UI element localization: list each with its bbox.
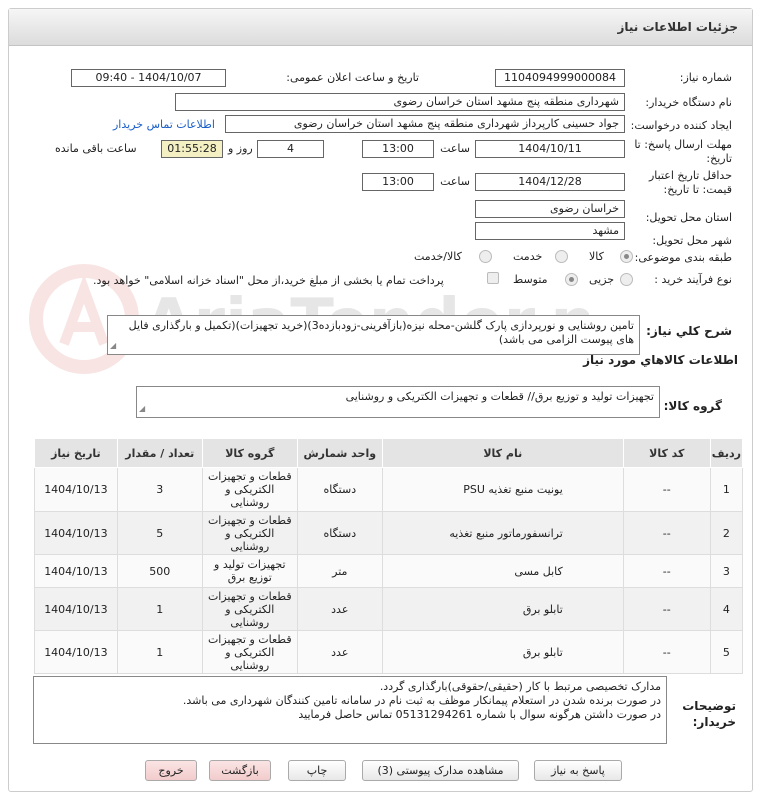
validity-time-field: 13:00: [362, 173, 434, 191]
deadline-label-date: تاریخ:: [706, 152, 732, 165]
days-label: روز و: [228, 142, 253, 155]
goods-group-text: تجهیزات تولید و توزیع برق// قطعات و تجهیزات الکتریکی و روشنایی: [345, 390, 654, 403]
exit-button[interactable]: خروج: [145, 760, 197, 781]
table-row: [35, 631, 743, 674]
cell-date: 1404/10/13: [35, 512, 118, 555]
cell-qty: 1: [117, 588, 202, 631]
process-option-medium: متوسط: [513, 273, 548, 286]
province-label: استان محل تحویل:: [645, 211, 732, 224]
buyer-org-field: شهرداری منطقه پنج مشهد استان خراسان رضوی: [175, 93, 625, 111]
description-label: شرح کلي نياز:: [646, 324, 732, 338]
cell-unit: عدد: [297, 588, 382, 631]
cell-date: 1404/10/13: [35, 468, 118, 512]
cell-unit: عدد: [297, 631, 382, 674]
back-button[interactable]: بازگشت: [209, 760, 271, 781]
cell-name: تابلو برق: [382, 588, 623, 631]
notes-line-1: مدارک تخصیصی مرتبط با کار (حقیقی/حقوقی)بارگذاری گردد.: [379, 680, 661, 693]
cell-idx: 5: [710, 631, 742, 674]
cell-idx: 1: [710, 468, 742, 512]
cell-group: قطعات و تجهیزات الکتریکی و روشنایی: [202, 468, 297, 512]
cell-qty: 1: [117, 631, 202, 674]
need-number-field: 1104094999000084: [495, 69, 625, 87]
city-label: شهر محل تحویل:: [652, 234, 732, 247]
process-radio-medium[interactable]: [565, 273, 578, 286]
validity-date-field: 1404/12/28: [475, 173, 625, 191]
time-remaining-field: 01:55:28: [161, 140, 223, 158]
process-radio-minor[interactable]: [620, 273, 633, 286]
window-title: جزئیات اطلاعات نیاز: [617, 20, 738, 34]
cell-code: --: [623, 512, 710, 555]
cell-unit: دستگاه: [297, 468, 382, 512]
window-titlebar: [9, 9, 752, 46]
cell-idx: 3: [710, 555, 742, 588]
cell-group: قطعات و تجهیزات الکتریکی و روشنایی: [202, 631, 297, 674]
category-radio-goods[interactable]: [620, 250, 633, 263]
cell-code: --: [623, 555, 710, 588]
cell-idx: 2: [710, 512, 742, 555]
category-option-goods: کالا: [589, 250, 604, 263]
treasury-note: پرداخت تمام یا بخشی از مبلغ خرید،از محل "اسناد خزانه اسلامی" خواهد بود.: [93, 274, 444, 287]
description-text: تامین روشنایی و نورپردازی پارک گلشن-محله نیزه(بازآفرینی-زودبازده3)(خرید تجهیزات)(تکمیل و بارگذاری فایل های پیوست الزامی می باشد): [128, 319, 634, 346]
header-date: تاریخ نیاز: [35, 439, 118, 468]
category-radio-goods-service[interactable]: [479, 250, 492, 263]
validity-label-date: قیمت: تا تاریخ:: [663, 183, 732, 196]
table-row: [35, 512, 743, 555]
cell-name: یونیت منبع تغذیه PSU: [382, 468, 623, 512]
buyer-contact-link[interactable]: اطلاعات تماس خریدار: [113, 118, 215, 131]
resize-handle-icon[interactable]: ◢: [139, 404, 146, 413]
cell-group: قطعات و تجهیزات الکتریکی و روشنایی: [202, 588, 297, 631]
deadline-time-label: ساعت: [440, 142, 470, 155]
header-group: گروه کالا: [202, 439, 297, 468]
cell-group: تجهیزات تولید و توزیع برق: [202, 555, 297, 588]
cell-name: ترانسفورماتور منبع تغذیه: [382, 512, 623, 555]
city-field: مشهد: [475, 222, 625, 240]
notes-label-2: خریدار:: [692, 715, 736, 729]
header-unit: واحد شمارش: [297, 439, 382, 468]
deadline-label: مهلت ارسال پاسخ: تا: [634, 138, 732, 151]
cell-qty: 5: [117, 512, 202, 555]
notes-line-3: در صورت داشتن هرگونه سوال با شماره 05131294261 تماس حاصل فرمایید: [298, 708, 661, 721]
description-textarea: [107, 315, 640, 355]
deadline-time-field: 13:00: [362, 140, 434, 158]
category-radio-service[interactable]: [555, 250, 568, 263]
table-header-row: [35, 439, 743, 468]
goods-group-label: گروه کالا:: [663, 399, 722, 413]
buyer-org-label: نام دستگاه خریدار:: [645, 96, 732, 109]
creator-label: ایجاد کننده درخواست:: [630, 119, 732, 132]
treasury-checkbox[interactable]: [487, 272, 499, 284]
resize-handle-icon[interactable]: ◢: [110, 341, 117, 350]
cell-name: تابلو برق: [382, 631, 623, 674]
need-details-panel: [8, 8, 753, 792]
cell-date: 1404/10/13: [35, 555, 118, 588]
table-row: [35, 468, 743, 512]
cell-code: --: [623, 631, 710, 674]
category-option-service: خدمت: [513, 250, 543, 263]
process-option-minor: جزیی: [589, 273, 615, 286]
notes-line-2: در صورت برنده شدن در استعلام پیمانکار موظف به ثبت نام در سامانه تامین کنندگان شهرداری می باشد.: [182, 694, 661, 707]
reply-button[interactable]: پاسخ به نیاز: [534, 760, 622, 781]
cell-date: 1404/10/13: [35, 631, 118, 674]
deadline-date-field: 1404/10/11: [475, 140, 625, 158]
category-option-goods-service: کالا/خدمت: [414, 250, 462, 263]
process-label: نوع فرآیند خرید :: [654, 273, 732, 286]
announce-field: 1404/10/07 - 09:40: [71, 69, 226, 87]
validity-time-label: ساعت: [440, 175, 470, 188]
cell-group: قطعات و تجهیزات الکتریکی و روشنایی: [202, 512, 297, 555]
category-label: طبقه بندی موضوعی:: [634, 251, 732, 264]
days-remaining-field: 4: [257, 140, 324, 158]
validity-label: حداقل تاریخ اعتبار: [648, 169, 732, 182]
cell-code: --: [623, 588, 710, 631]
time-remaining-label: ساعت باقی مانده: [55, 142, 137, 155]
goods-group-textarea: [136, 386, 660, 418]
notes-textarea: [33, 676, 667, 744]
cell-date: 1404/10/13: [35, 588, 118, 631]
cell-qty: 3: [117, 468, 202, 512]
attachments-button[interactable]: مشاهده مدارک پیوستی (3): [362, 760, 519, 781]
header-index: ردیف: [710, 439, 742, 468]
print-button[interactable]: چاپ: [288, 760, 346, 781]
province-field: خراسان رضوی: [475, 200, 625, 218]
goods-table: [34, 438, 743, 674]
goods-section-title: اطلاعات کالاهاي مورد نياز: [583, 353, 738, 367]
creator-field: جواد حسینی کارپرداز شهرداری منطقه پنج مشهد استان خراسان رضوی: [225, 115, 625, 133]
need-number-label: شماره نیاز:: [679, 71, 732, 84]
cell-unit: متر: [297, 555, 382, 588]
header-qty: تعداد / مقدار: [117, 439, 202, 468]
cell-idx: 4: [710, 588, 742, 631]
table-row: [35, 588, 743, 631]
table-row: [35, 555, 743, 588]
cell-qty: 500: [117, 555, 202, 588]
cell-name: کابل مسی: [382, 555, 623, 588]
header-code: کد کالا: [623, 439, 710, 468]
announce-label: تاریخ و ساعت اعلان عمومی:: [286, 71, 419, 84]
cell-unit: دستگاه: [297, 512, 382, 555]
cell-code: --: [623, 468, 710, 512]
header-name: نام کالا: [382, 439, 623, 468]
notes-label-1: توضیحات: [682, 699, 736, 713]
